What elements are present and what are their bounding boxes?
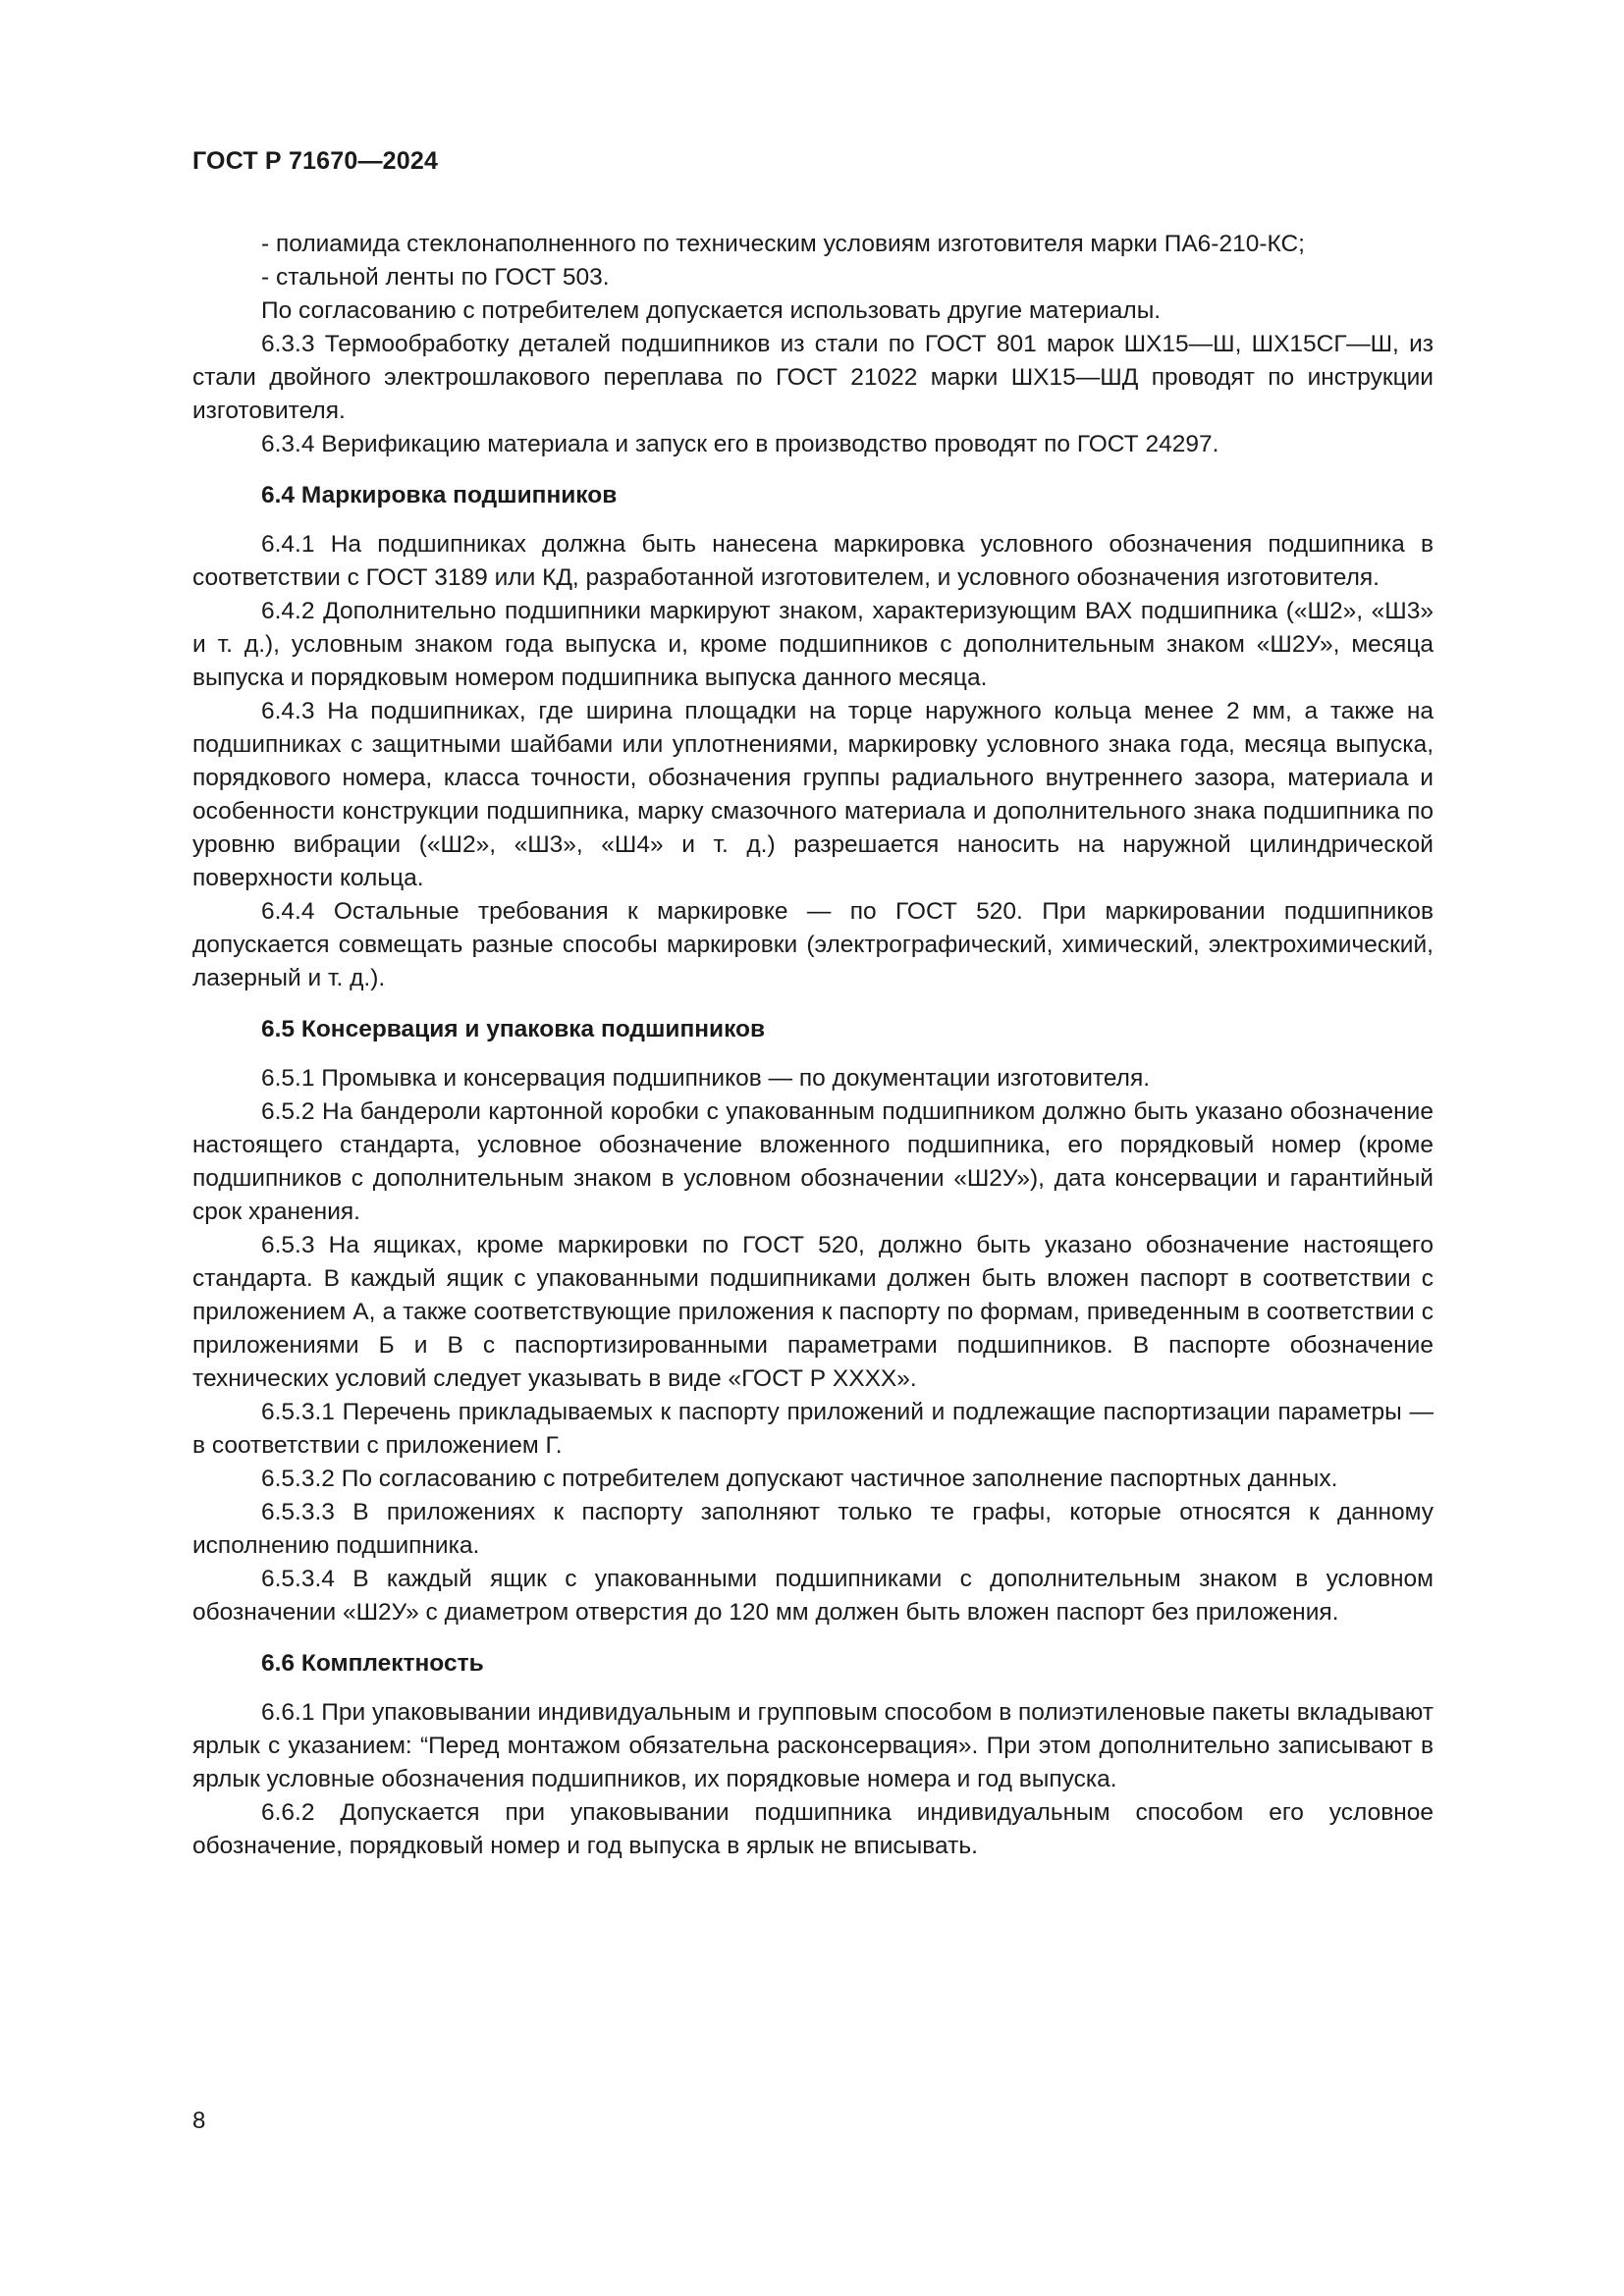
list-item-steel-tape: - стальной ленты по ГОСТ 503. <box>261 264 610 291</box>
list-item-polyamide: - полиамида стеклонаполненного по техническим условиям изготовителя марки ПА6-210-КС; <box>261 231 1305 257</box>
page-number: 8 <box>192 2108 206 2134</box>
clause-6-3-4: 6.3.4 Верификацию материала и запуск его в производство проводят по ГОСТ 24297. <box>261 431 1219 457</box>
clause-6-5-3-2: 6.5.3.2 По согласованию с потребителем допускают частичное заполнение паспортных данных. <box>261 1466 1338 1492</box>
clause-6-5-3-1: 6.5.3.1 Перечень прикладываемых к паспорту приложений и подлежащие паспортизации параметры — в соответствии с приложением Г. <box>192 1399 1434 1459</box>
clause-6-5-3-4: 6.5.3.4 В каждый ящик с упакованными подшипниками с дополнительным знаком в условном обозначении «Ш2У» с диаметром отверстия до 120 мм должен быть вложен паспорт без приложения. <box>192 1566 1434 1626</box>
clause-6-6-2: 6.6.2 Допускается при упаковывании подшипника индивидуальным способом его условное обозначение, порядковый номер и год выпуска в ярлык не вписывать. <box>192 1799 1434 1859</box>
clause-6-6-1: 6.6.1 При упаковывании индивидуальным и групповым способом в полиэтиленовые пакеты вкладывают ярлык с указанием: “Перед монтажом обязательна расконсервация». При этом дополнительно записывают в ярлык условные обозначения подшипников, их порядковые номера и год выпуска. <box>192 1699 1434 1792</box>
clause-6-4-3: 6.4.3 На подшипниках, где ширина площадки на торце наружного кольца менее 2 мм, а также на подшипниках с защитными шайбами или уплотнениями, маркировку условного знака года, месяца выпуска, порядкового номера, класса точности, обозначения группы радиального внутреннего зазора, материала и особенности конструкции подшипника, марку смазочного материала и дополнительного знака подшипника по уровню вибрации («Ш2», «Ш3», «Ш4» и т. д.) разрешается наносить на наружной цилиндрической поверхности кольца. <box>192 698 1434 891</box>
clause-6-5-1: 6.5.1 Промывка и консервация подшипников — по документации изготовителя. <box>261 1065 1151 1092</box>
paragraph-other-materials: По согласованию с потребителем допускается использовать другие материалы. <box>261 297 1162 324</box>
clause-6-5-2: 6.5.2 На бандероли картонной коробки с упакованным подшипником должно быть указано обозначение настоящего стандарта, условное обозначение вложенного подшипника, его порядковый номер (кроме подшипников с дополнительным знаком в условном обозначении «Ш2У»), дата консервации и гарантийный срок хранения. <box>192 1098 1434 1225</box>
clause-6-4-1: 6.4.1 На подшипниках должна быть нанесена маркировка условного обозначения подшипника в соответствии с ГОСТ 3189 или КД, разработанной изготовителем, и условного обозначения изготовителя. <box>192 531 1434 591</box>
clause-6-4-4: 6.4.4 Остальные требования к маркировке — по ГОСТ 520. При маркировании подшипников допускается совмещать разные способы маркировки (электрографический, химический, электрохимический, лазерный и т. д.). <box>192 898 1434 991</box>
clause-6-3-3: 6.3.3 Термообработку деталей подшипников из стали по ГОСТ 801 марок ШХ15—Ш, ШХ15СГ—Ш, из стали двойного электрошлакового переплава по ГОСТ 21022 марки ШХ15—ШД проводят по инструкции изготовителя. <box>192 331 1434 424</box>
clause-6-5-3: 6.5.3 На ящиках, кроме маркировки по ГОСТ 520, должно быть указано обозначение настоящего стандарта. В каждый ящик с упакованными подшипниками должен быть вложен паспорт в соответствии с приложением А, а также соответствующие приложения к паспорту по формам, приведенным в соответствии с приложениями Б и В с паспортизированными параметрами подшипников. В паспорте обозначение технических условий следует указывать в виде «ГОСТ Р ХХХХ». <box>192 1232 1434 1392</box>
section-title-6-6: 6.6 Комплектность <box>261 1650 484 1677</box>
section-title-6-4: 6.4 Маркировка подшипников <box>261 482 618 508</box>
document-body <box>192 228 1434 1863</box>
clause-6-4-2: 6.4.2 Дополнительно подшипники маркируют знаком, характеризующим ВАХ подшипника («Ш2», «Ш3» и т. д.), условным знаком года выпуска и, кроме подшипников с дополнительным знаком «Ш2У», месяца выпуска и порядковым номером подшипника выпуска данного месяца. <box>192 598 1434 691</box>
document-code-header: ГОСТ Р 71670—2024 <box>192 147 439 175</box>
clause-6-5-3-3: 6.5.3.3 В приложениях к паспорту заполняют только те графы, которые относятся к данному исполнению подшипника. <box>192 1499 1434 1559</box>
section-title-6-5: 6.5 Консервация и упаковка подшипников <box>261 1016 766 1042</box>
